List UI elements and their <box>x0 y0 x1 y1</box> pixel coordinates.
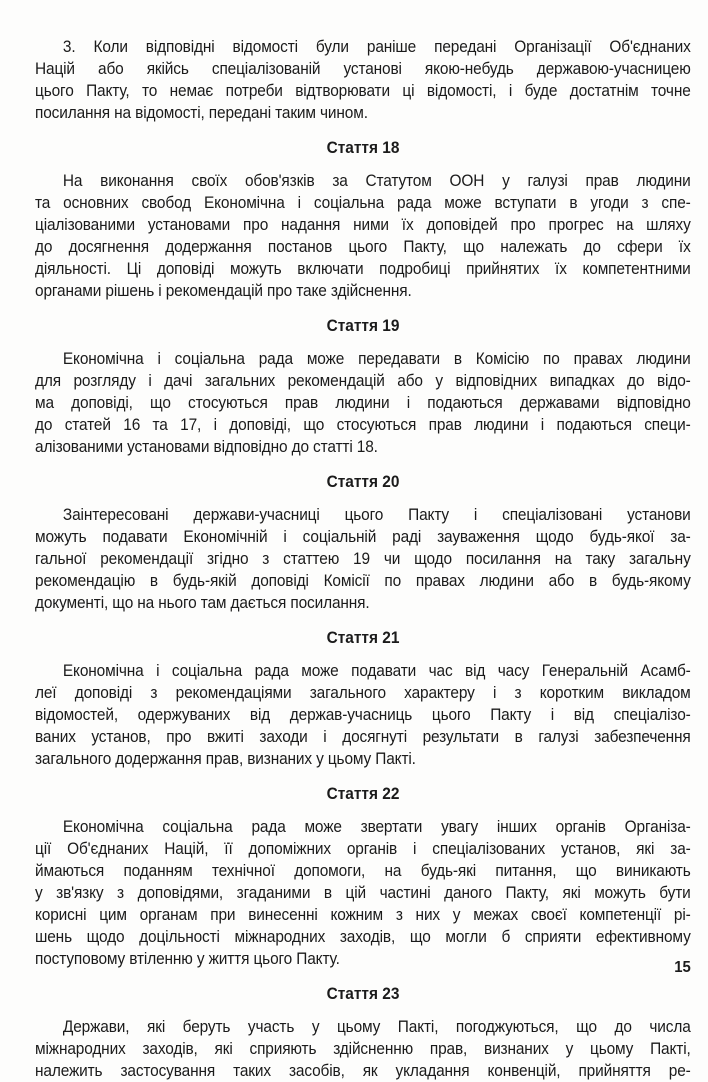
text-line: ма доповіді, що стосуються прав людини і подаються державами відповідно <box>35 393 691 412</box>
text-line: відомостей, одержуваних від держав-учасниць цього Пакту і від спеціалізо- <box>35 705 691 724</box>
text-line: органами рішень і рекомендацій про таке здійснення. <box>35 281 412 300</box>
document-page <box>35 36 691 1082</box>
article-18-body <box>35 170 691 302</box>
article-23-body <box>35 1016 691 1082</box>
text-line: та основних свобод Економічна і соціальна рада може вступати в угоди з спе- <box>35 193 691 212</box>
text-line: Держави, які беруть участь у цьому Пакті, погоджуються, що до числа <box>62 1017 691 1036</box>
text-line: алізованими установами відповідно до статті 18. <box>35 437 378 456</box>
text-line: документі, що на нього там дається посилання. <box>35 593 370 612</box>
text-line: Націй або якійсь спеціалізованій установі якою-небудь державою-учасницею <box>35 59 691 78</box>
page-number: 15 <box>674 959 691 976</box>
text-line: міжнародних заходів, які сприяють здійсненню прав, визнаних у цьому Пакті, <box>35 1039 691 1058</box>
article-19-heading: Стаття 19 <box>326 316 400 335</box>
text-line: Економічна соціальна рада може звертати увагу інших органів Організа- <box>62 817 691 836</box>
text-line: ціалізованими установами про надання ними їх доповідей про прогрес на шляху <box>35 215 691 234</box>
article-22-body <box>35 816 691 970</box>
article-20-heading: Стаття 20 <box>326 472 400 491</box>
paragraph-3 <box>35 36 691 124</box>
article-21-body <box>35 660 691 770</box>
text-line: гальної рекомендації згідно з статтею 19 чи щодо посилання на таку загальну <box>35 549 691 568</box>
text-line: цього Пакту, то немає потреби відтворювати ці відомості, і буде достатнім точне <box>35 81 691 100</box>
text-line: ваних установ, про вжиті заходи і досягнуті результати в галузі забезпечення <box>35 727 691 746</box>
text-line: можуть подавати Економічній і соціальній раді зауваження щодо будь-якої за- <box>35 527 691 546</box>
text-line: поступовому втіленню у життя цього Пакту. <box>35 949 340 968</box>
article-22-heading: Стаття 22 <box>326 784 400 803</box>
text-line: Економічна і соціальна рада може подавати час від часу Генеральній Асамб- <box>62 661 691 680</box>
text-line: для розгляду і дачі загальних рекомендацій або у відповідних випадках до відо- <box>35 371 691 390</box>
article-23-heading: Стаття 23 <box>326 984 400 1003</box>
text-line: посилання на відомості, передані таким чином. <box>35 103 368 122</box>
text-line: загального додержання прав, визнаних у цьому Пакті. <box>35 749 416 768</box>
text-line: діяльності. Ці доповіді можуть включати подробиці прийнятих їх компетентними <box>35 259 691 278</box>
article-18-heading: Стаття 18 <box>326 138 400 157</box>
text-line: На виконання своїх обов'язків за Статутом ООН у галузі прав людини <box>62 171 691 190</box>
article-21-heading: Стаття 21 <box>326 628 400 647</box>
text-line: Економічна і соціальна рада може передавати в Комісію по правах людини <box>62 349 691 368</box>
text-line: рекомендацію в будь-якій доповіді Комісії по правах людини або в будь-якому <box>35 571 691 590</box>
text-line: 3. Коли відповідні відомості були раніше передані Організації Об'єднаних <box>62 37 691 56</box>
text-line: шень щодо доцільності міжнародних заходів, що могли б сприяти ефективному <box>35 927 691 946</box>
text-line: ції Об'єднаних Націй, її допоміжних органів і спеціалізованих установ, які за- <box>35 839 691 858</box>
article-19-body <box>35 348 691 458</box>
text-line: до досягнення додержання постанов цього Пакту, що належать до сфери їх <box>35 237 691 256</box>
text-line: до статей 16 та 17, і доповіді, що стосуються прав людини і подаються специ- <box>35 415 691 434</box>
text-line: Заінтересовані держави-учасниці цього Пакту і спеціалізовані установи <box>62 505 691 524</box>
text-line: ймаються поданням технічної допомоги, на будь-які питання, що виникають <box>35 861 691 880</box>
article-20-body <box>35 504 691 614</box>
text-line: корисні цим органам при винесенні кожним з них у межах своєї компетенції рі- <box>35 905 691 924</box>
text-line: у зв'язку з доповідями, згаданими в цій частині даного Пакту, які можуть бути <box>35 883 691 902</box>
text-line: належить застосування таких засобів, як укладання конвенцій, прийняття ре- <box>35 1061 691 1080</box>
text-line: леї доповіді з рекомендаціями загального характеру і з коротким викладом <box>35 683 691 702</box>
